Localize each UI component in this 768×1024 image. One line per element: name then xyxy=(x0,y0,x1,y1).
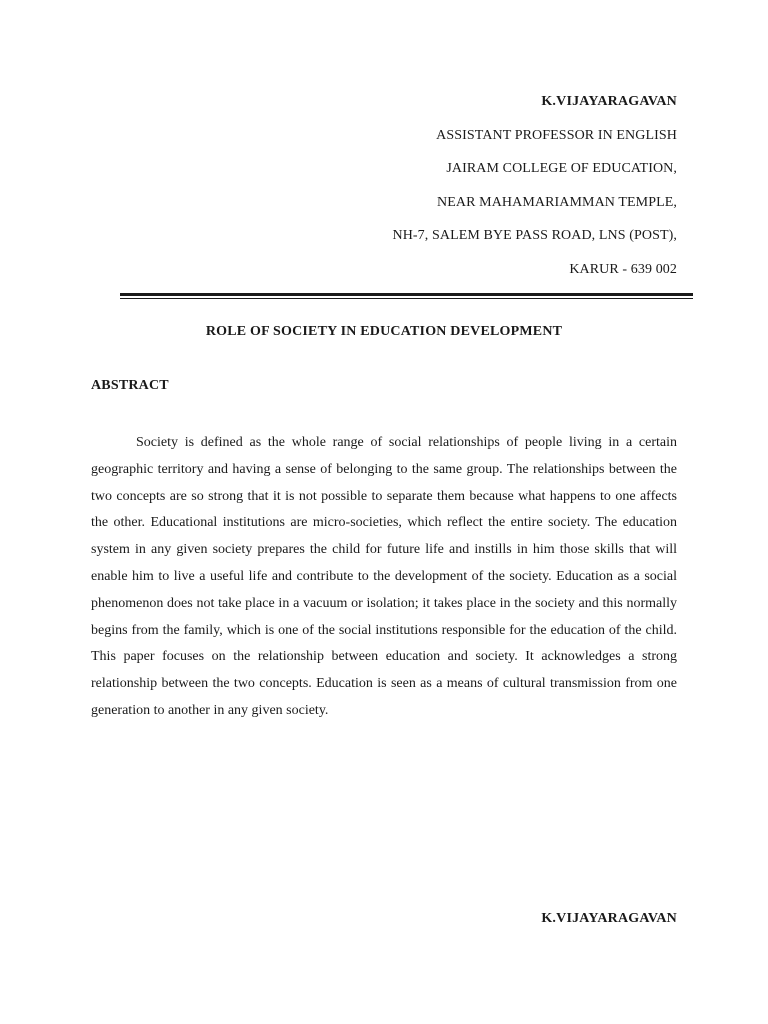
signature: K.VIJAYARAGAVAN xyxy=(541,911,677,926)
address-line: KARUR - 639 002 xyxy=(569,261,677,277)
address-line: JAIRAM COLLEGE OF EDUCATION, xyxy=(446,161,677,176)
author-block xyxy=(393,92,678,293)
paper-title: ROLE OF SOCIETY IN EDUCATION DEVELOPMENT xyxy=(205,324,563,339)
author-designation: ASSISTANT PROFESSOR IN ENGLISH xyxy=(436,127,677,143)
address-line: NH-7, SALEM BYE PASS ROAD, LNS (POST), xyxy=(392,228,677,243)
header-divider-thin xyxy=(120,298,693,299)
address-line: NEAR MAHAMARIAMMAN TEMPLE, xyxy=(437,194,677,210)
abstract-body: Society is defined as the whole range of social relationships of people living in a certain geographic territory and having a sense of belonging to the same group. The relationships between the two concepts are so strong that it is not possible to separate them because what happens to one affects the other. Educational institutions are micro-societies, which reflect the entire society. The education system in any given society prepares the child for future life and instills in him those skills that will enable him to live a useful life and contribute to the development of the society. Education as a social phenomenon does not take place in a vacuum or isolation; it takes place in the society and this normally begins from the family, which is one of the social institutions responsible for the education of the child. This paper focuses on the relationship between education and society. It acknowledges a strong relationship between the two concepts. Education is seen as a means of cultural transmission from one generation to another in any given society. xyxy=(91,435,677,718)
abstract-heading: ABSTRACT xyxy=(91,378,169,393)
header-divider-thick xyxy=(120,293,693,296)
author-name: K.VIJAYARAGAVAN xyxy=(541,94,677,109)
